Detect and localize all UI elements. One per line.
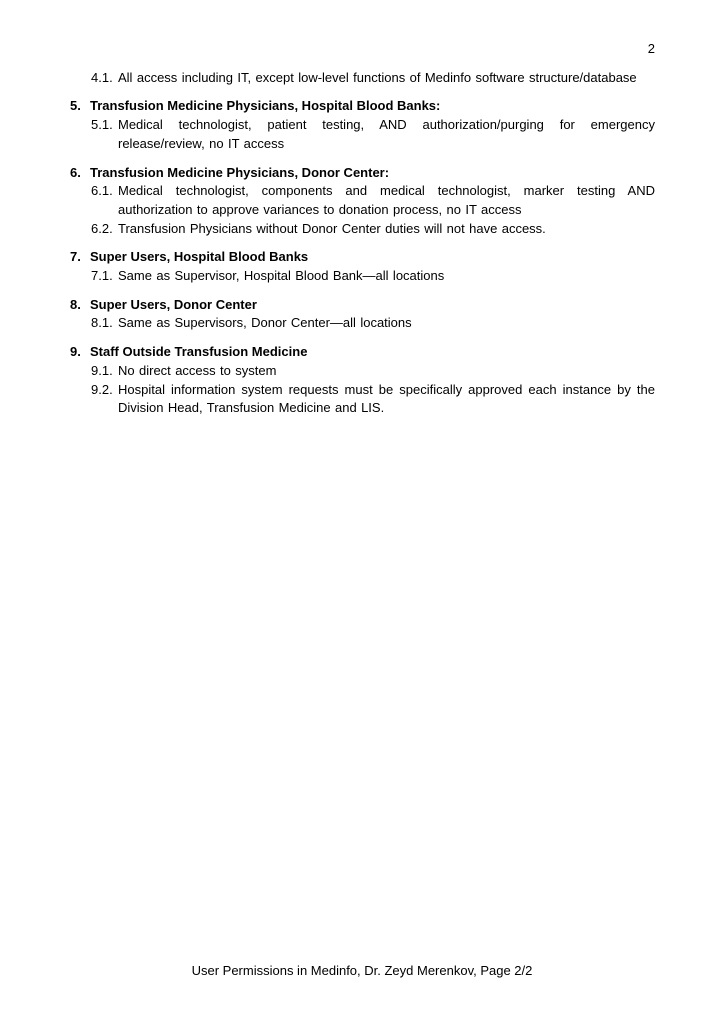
list-item-5-1-number: 5.1. [91,117,113,133]
list-item-6-1-text: Medical technologist, components and medical technologist, marker testing AND authorization to approve variances to donation process, no IT access [118,183,655,217]
list-item-9-1-text: No direct access to system [118,362,277,378]
section-7-heading-text: Super Users, Hospital Blood Banks [90,249,309,265]
list-item-6-1 [91,182,655,219]
section-9-heading-text: Staff Outside Transfusion Medicine [90,344,308,360]
list-item-6-2-text: Transfusion Physicians without Donor Center duties will not have access. [118,220,546,236]
page-number: 2 [647,41,655,56]
section-5 [70,97,655,153]
section-5-heading-text: Transfusion Medicine Physicians, Hospital Blood Banks: [90,98,441,114]
list-item-9-1 [91,362,655,381]
list-item-4-1 [91,69,655,88]
section-8-heading-text: Super Users, Donor Center [90,296,257,312]
list-item-9-2-text: Hospital information system requests must be specifically approved each instance by the Division Head, Transfusion Medicine and LIS. [118,381,655,416]
section-4-continued [70,69,655,88]
section-8-number: 8. [70,296,81,312]
list-item-8-1 [91,314,655,333]
list-item-9-1-number: 9.1. [91,362,113,378]
section-5-number: 5. [70,98,81,114]
page-footer: User Permissions in Medinfo, Dr. Zeyd Merenkov, Page 2/2 [191,963,533,978]
list-item-5-1-text: Medical technologist, patient testing, AND authorization/purging for emergency release/review, no IT access [118,117,655,151]
list-item-6-2 [91,220,655,239]
section-6-heading-text: Transfusion Medicine Physicians, Donor Center: [90,164,390,180]
section-6 [70,164,655,239]
list-item-6-1-number: 6.1. [91,183,113,199]
section-5-heading [70,97,655,116]
list-item-4-1-text: All access including IT, except low-level functions of Medinfo software structure/database [118,69,637,85]
list-item-7-1 [91,267,655,286]
document-content [0,0,724,418]
section-7 [70,248,655,285]
section-6-heading [70,164,655,183]
section-9-number: 9. [70,344,81,360]
section-9-heading [70,343,655,362]
section-6-number: 6. [70,164,81,180]
list-item-9-2 [91,381,655,418]
list-item-5-1 [91,116,655,153]
list-item-7-1-text: Same as Supervisor, Hospital Blood Bank—all locations [118,268,445,284]
section-9 [70,343,655,418]
section-8 [70,296,655,333]
section-7-heading [70,248,655,267]
list-item-7-1-number: 7.1. [91,268,113,284]
list-item-4-1-number: 4.1. [91,69,113,85]
list-item-8-1-text: Same as Supervisors, Donor Center—all locations [118,315,412,331]
list-item-9-2-number: 9.2. [91,381,113,397]
section-7-number: 7. [70,249,81,265]
section-8-heading [70,296,655,315]
list-item-6-2-number: 6.2. [91,220,113,236]
list-item-8-1-number: 8.1. [91,315,113,331]
